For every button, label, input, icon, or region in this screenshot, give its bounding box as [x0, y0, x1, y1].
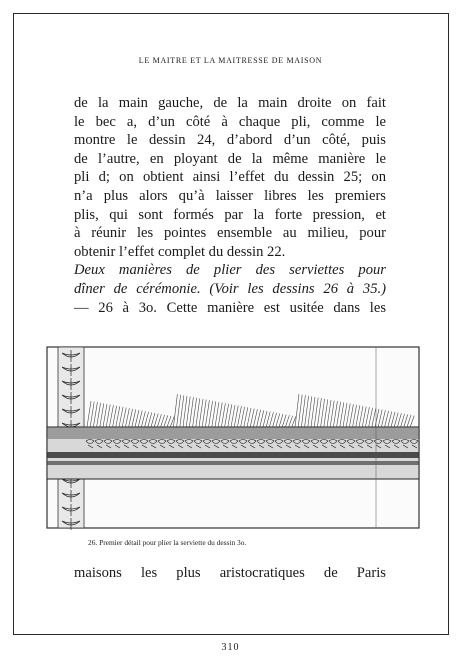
body-line: plis, qui sont formés par la forte pression, et	[74, 206, 386, 223]
continued-text: maisons les plus aristocratiques de Paris	[74, 565, 386, 581]
body-line: de l’autre, en ployant de la même manière le	[74, 150, 386, 167]
running-header: LE MAITRE ET LA MAITRESSE DE MAISON	[138, 56, 323, 65]
napkin-illustration	[46, 345, 421, 530]
body-line: n’a plus alors qu’à laisser libres les premiers	[74, 187, 386, 204]
body-line: obtenir l’effet complet du dessin 22.	[74, 243, 286, 260]
page-number: 310	[221, 642, 240, 653]
body-line: pli d; on obtient ainsi l’effet du dessin 25; on	[74, 169, 386, 186]
body-line: dîner de cérémonie. (Voir les dessins 26 à 35.)	[74, 280, 386, 297]
body-text	[74, 94, 386, 317]
body-line: à réunir les pointes ensemble au milieu, pour	[74, 225, 386, 242]
body-line: Deux manières de plier des serviettes pour	[74, 262, 386, 279]
body-line: — 26 à 3o. Cette manière est usitée dans les	[74, 299, 386, 316]
body-line: le bec a, d’un côté à chaque pli, comme le	[74, 113, 386, 130]
figure-caption: 26. Premier détail pour plier la serviette du dessin 3o.	[88, 538, 247, 547]
body-line: montre le dessin 24, d’abord d’un côté, puis	[74, 132, 386, 149]
body-line: de la main gauche, de la main droite on fait	[74, 95, 386, 111]
